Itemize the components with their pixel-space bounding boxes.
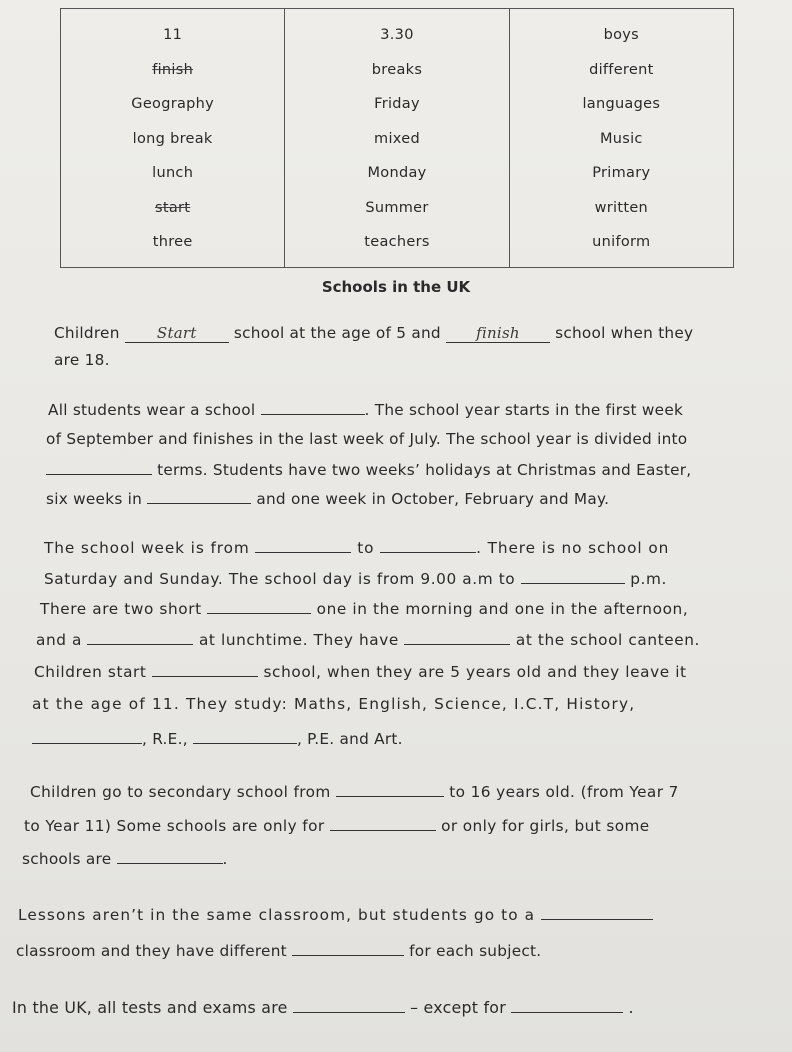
word-bank-word: lunch — [152, 165, 194, 181]
text-segment: school, when they are 5 years old and they leave it — [263, 663, 687, 681]
text-segment: at the school canteen. — [515, 631, 701, 649]
text-segment: There are two short — [40, 600, 202, 618]
word-bank-word: 3.30 — [380, 27, 414, 43]
word-bank-word: long break — [132, 130, 213, 147]
text-segment: . — [222, 850, 228, 868]
paragraph-2-line-3 — [46, 459, 691, 479]
answer-blank[interactable] — [292, 940, 404, 956]
paragraph-6-line-1 — [12, 997, 634, 1017]
paragraph-5-line-1 — [18, 904, 653, 924]
answer-blank[interactable] — [207, 598, 311, 614]
answer-blank[interactable] — [380, 537, 476, 553]
text-segment: p.m. — [630, 570, 667, 588]
word-bank-word: Summer — [365, 199, 429, 216]
text-segment: and one week in October, February and May. — [256, 490, 610, 508]
text-segment: , P.E. and Art. — [296, 730, 403, 748]
text-segment: Children — [54, 324, 120, 342]
word-bank-word: Monday — [367, 165, 427, 181]
paragraph-3-line-4 — [36, 629, 700, 649]
text-segment: classroom and they have different — [16, 942, 287, 960]
answer-blank[interactable] — [541, 904, 653, 920]
text-segment: to — [357, 539, 375, 557]
paragraph-1-line-1 — [54, 324, 693, 343]
answer-blank[interactable] — [293, 997, 405, 1013]
word-bank-word: Primary — [592, 165, 651, 181]
answer-blank[interactable] — [261, 399, 365, 415]
text-segment: . — [628, 998, 634, 1017]
answer-blank[interactable] — [147, 488, 251, 504]
answer-blank[interactable] — [511, 997, 623, 1013]
word-bank-column-2 — [285, 9, 509, 268]
text-segment: , R.E., — [142, 730, 188, 748]
word-bank-word: breaks — [371, 61, 423, 78]
text-segment: to 16 years old. (from Year 7 — [449, 783, 679, 801]
word-bank-word: uniform — [592, 234, 651, 250]
paragraph-1-line-2 — [54, 351, 110, 369]
word-bank-word-struck: start — [155, 199, 191, 216]
paragraph-2-line-4 — [46, 488, 609, 508]
paragraph-4-line-2 — [24, 815, 650, 835]
paragraph-3-line-1 — [44, 537, 669, 557]
text-segment: for each subject. — [409, 942, 542, 960]
word-bank-table — [60, 8, 734, 268]
answer-blank[interactable] — [117, 848, 223, 864]
word-bank-column-1 — [61, 9, 285, 268]
text-segment: to Year 11) Some schools are only for — [24, 817, 325, 835]
word-bank-column-3 — [509, 9, 733, 268]
text-segment: Lessons aren’t in the same classroom, but students go to a — [18, 906, 536, 924]
paragraph-3-line-7 — [32, 728, 403, 748]
text-segment: at the age of 11. They study: Maths, English, Science, I.C.T, History, — [32, 695, 636, 713]
text-segment: Saturday and Sunday. The school day is from 9.00 a.m to — [44, 570, 516, 588]
answer-blank[interactable] — [46, 459, 152, 475]
text-segment: or only for girls, but some — [441, 817, 650, 835]
text-segment: . There is no school on — [476, 539, 670, 557]
answer-blank[interactable] — [87, 629, 193, 645]
word-bank-word: three — [152, 234, 193, 250]
word-bank-word: Music — [599, 130, 643, 147]
word-bank-word: written — [594, 199, 649, 216]
paragraph-2-line-1 — [48, 399, 683, 419]
word-bank-word: teachers — [364, 234, 430, 250]
paragraph-3-line-5 — [34, 661, 687, 681]
text-segment: six weeks in — [46, 490, 143, 508]
text-segment: and a — [36, 631, 83, 649]
answer-blank[interactable] — [521, 568, 625, 584]
text-segment: one in the morning and one in the afternoon, — [316, 600, 689, 618]
page-title: Schools in the UK — [321, 278, 471, 296]
paragraph-2-line-2 — [46, 430, 687, 448]
text-segment: school at the age of 5 and — [233, 324, 441, 342]
answer-blank[interactable] — [255, 537, 351, 553]
text-segment: schools are — [22, 850, 112, 868]
word-bank-word: Friday — [374, 96, 420, 112]
answer-blank[interactable] — [152, 661, 258, 677]
text-segment: of September and finishes in the last week of July. The school year is divided into — [46, 430, 688, 448]
answer-blank[interactable] — [32, 728, 142, 744]
answer-blank[interactable] — [404, 629, 510, 645]
text-segment: at lunchtime. They have — [198, 631, 399, 649]
paragraph-3-line-2 — [44, 568, 667, 588]
answer-blank[interactable] — [330, 815, 436, 831]
answer-blank-filled[interactable]: Start — [125, 325, 229, 343]
answer-blank-filled[interactable]: finish — [446, 325, 550, 343]
answer-blank[interactable] — [336, 781, 444, 797]
answer-blank[interactable] — [193, 728, 297, 744]
text-segment: Children go to secondary school from — [30, 783, 331, 801]
paragraph-5-line-2 — [16, 940, 541, 960]
paragraph-3-line-3 — [40, 598, 688, 618]
text-segment: – except for — [410, 998, 506, 1017]
paragraph-4-line-1 — [30, 781, 679, 801]
text-segment: terms. Students have two weeks’ holidays at Christmas and Easter, — [157, 461, 692, 479]
paragraph-4-line-3 — [22, 848, 228, 868]
paragraph-3-line-6 — [32, 695, 635, 713]
text-segment: are 18. — [54, 351, 110, 369]
text-segment: school when they — [555, 324, 694, 342]
text-segment: Children start — [34, 663, 147, 681]
text-segment: The school week is from — [44, 539, 250, 557]
word-bank-word: different — [589, 61, 654, 78]
word-bank-word: Geography — [131, 96, 215, 112]
word-bank-word: mixed — [374, 130, 420, 147]
word-bank-word: boys — [603, 27, 640, 43]
word-bank-word: 11 — [163, 27, 183, 43]
text-segment: In the UK, all tests and exams are — [12, 998, 288, 1017]
text-segment: . The school year starts in the first week — [364, 401, 684, 419]
text-segment: All students wear a school — [48, 401, 256, 419]
word-bank-word-struck: finish — [152, 61, 194, 78]
word-bank-word: languages — [582, 96, 661, 112]
